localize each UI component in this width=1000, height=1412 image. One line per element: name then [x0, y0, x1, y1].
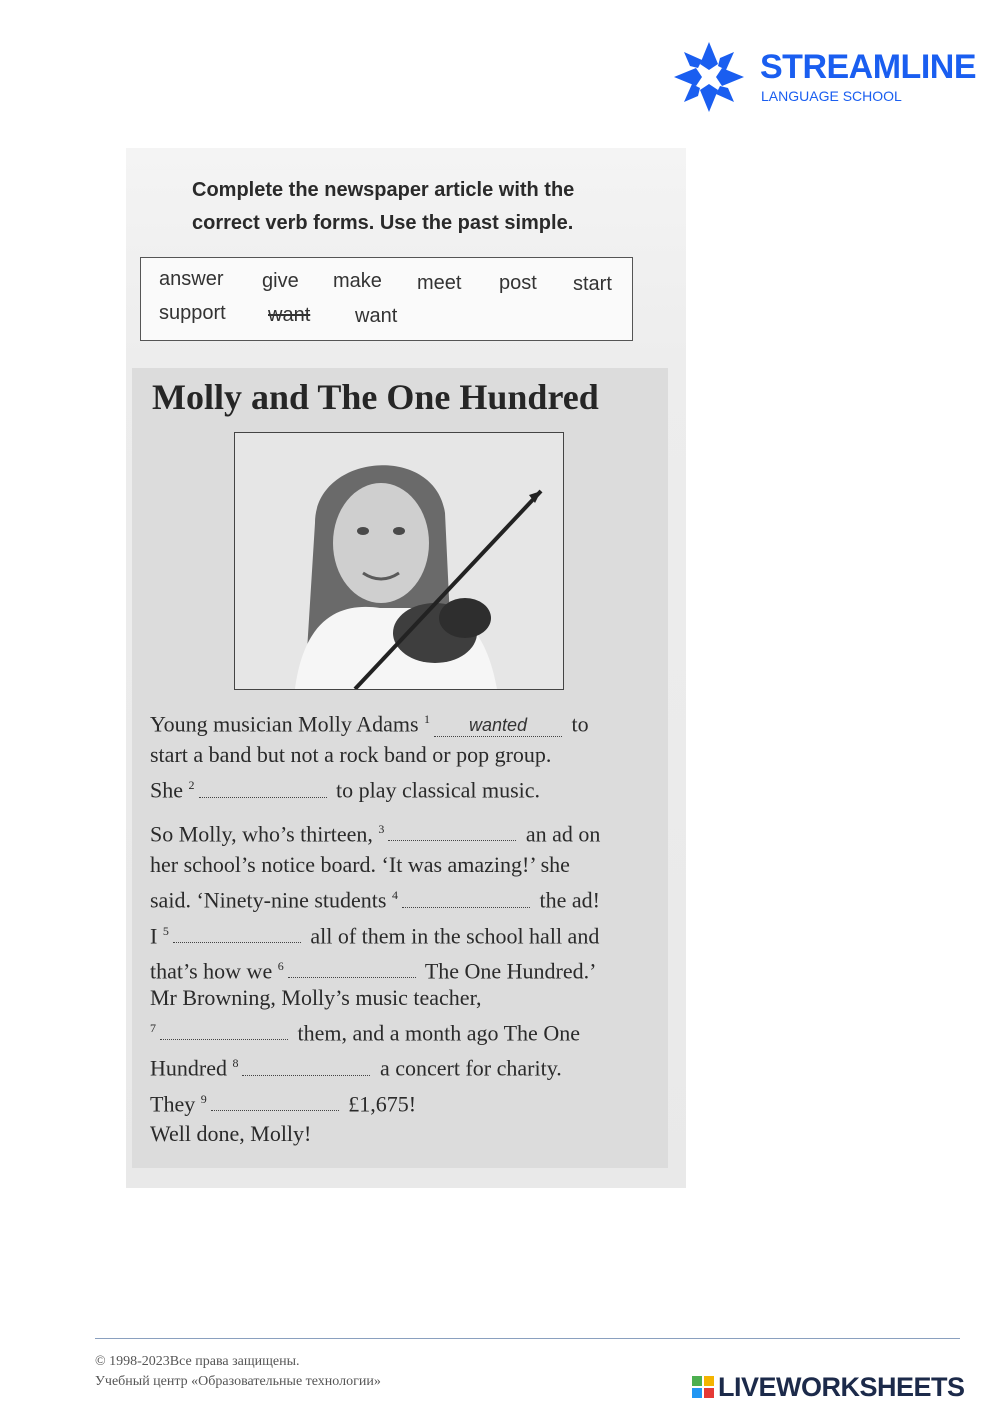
p3-text-f: £1,675! — [348, 1090, 417, 1116]
brand-subtitle: LANGUAGE SCHOOL — [761, 88, 902, 104]
word-support: support — [159, 302, 226, 324]
gap-4-input[interactable] — [402, 889, 530, 908]
p1-text-d: She — [150, 777, 183, 803]
gap-1-answer[interactable]: wanted — [434, 714, 562, 737]
gap-3-input[interactable] — [388, 822, 516, 841]
gap-number-2: 2 — [188, 778, 195, 793]
p2-text-c: her school’s notice board. ‘It was amazing!’ she — [150, 852, 570, 878]
gap-number-8: 8 — [232, 1056, 239, 1071]
gap-number-3: 3 — [378, 822, 385, 836]
gap-number-6: 6 — [277, 958, 284, 973]
gap-8-input[interactable] — [242, 1057, 370, 1076]
word-want-used: want — [268, 304, 311, 326]
word-make: make — [333, 270, 382, 292]
liveworksheets-text: LIVEWORKSHEETS — [718, 1372, 965, 1402]
word-give: give — [262, 270, 299, 292]
p2-text-e: the ad! — [539, 887, 600, 913]
streamline-logo — [672, 40, 976, 120]
article-title: Molly and The One Hundred — [152, 377, 599, 417]
p2-text-d: said. ‘Ninety-nine students — [150, 887, 387, 913]
article-paragraph-3 — [150, 982, 650, 1119]
gap-7-input[interactable] — [160, 1021, 288, 1040]
p1-text-b: to — [571, 711, 589, 737]
gap-number-1: 1 — [424, 712, 431, 726]
footer-divider — [95, 1338, 960, 1339]
gap-5-input[interactable] — [173, 924, 301, 943]
girl-with-violin-photo — [234, 432, 564, 690]
gap-number-5: 5 — [162, 923, 169, 938]
p2-text-h: that’s how we — [150, 958, 273, 984]
photo-illustration — [235, 433, 563, 689]
gap-number-7: 7 — [150, 1021, 156, 1035]
word-start: start — [573, 273, 612, 295]
p2-text-g: all of them in the school hall and — [310, 922, 600, 948]
gap-2-input[interactable] — [199, 779, 327, 798]
gap-9-input[interactable] — [211, 1092, 339, 1111]
p3-text-c: Hundred — [150, 1055, 227, 1081]
p3-text-a: Mr Browning, Molly’s music teacher, — [150, 985, 482, 1010]
instructions-line-1: Complete the newspaper article with the — [192, 179, 575, 201]
star-logo-icon — [672, 40, 746, 114]
copyright-line-2: Учебный центр «Образовательные технологии» — [95, 1374, 381, 1389]
exercise-instructions — [192, 174, 652, 240]
gap-6-input[interactable] — [288, 959, 416, 978]
liveworksheets-icon — [692, 1376, 714, 1398]
p3-text-b: them, and a month ago The One — [297, 1020, 580, 1046]
article-paragraph-1 — [150, 704, 650, 806]
p1-text-a: Young musician Molly Adams — [150, 711, 419, 737]
p1-text-e: to play classical music. — [336, 777, 541, 803]
copyright-line-1: © 1998-2023Все права защищены. — [95, 1354, 300, 1369]
instructions-line-2: correct verb forms. Use the past simple. — [192, 212, 574, 234]
gap-number-9: 9 — [200, 1091, 207, 1106]
word-box — [140, 257, 633, 341]
p2-text-i: The One Hundred.’ — [424, 958, 597, 984]
brand-title: STREAMLINE — [760, 48, 976, 86]
p2-text-b: an ad on — [525, 821, 601, 847]
p2-text-a: So Molly, who’s thirteen, — [150, 821, 373, 847]
word-meet: meet — [417, 272, 462, 294]
p3-text-e: They — [150, 1090, 196, 1116]
p2-text-f: I — [150, 922, 158, 948]
word-want: want — [355, 305, 398, 327]
copyright — [95, 1352, 381, 1392]
word-post: post — [499, 272, 537, 294]
article-paragraph-4: Well done, Molly! — [150, 1121, 312, 1146]
p3-text-d: a concert for charity. — [379, 1055, 562, 1081]
article-paragraph-2 — [150, 814, 650, 986]
p1-text-c: start a band but not a rock band or pop group. — [150, 742, 552, 768]
word-answer: answer — [159, 268, 224, 290]
gap-number-4: 4 — [391, 888, 398, 903]
